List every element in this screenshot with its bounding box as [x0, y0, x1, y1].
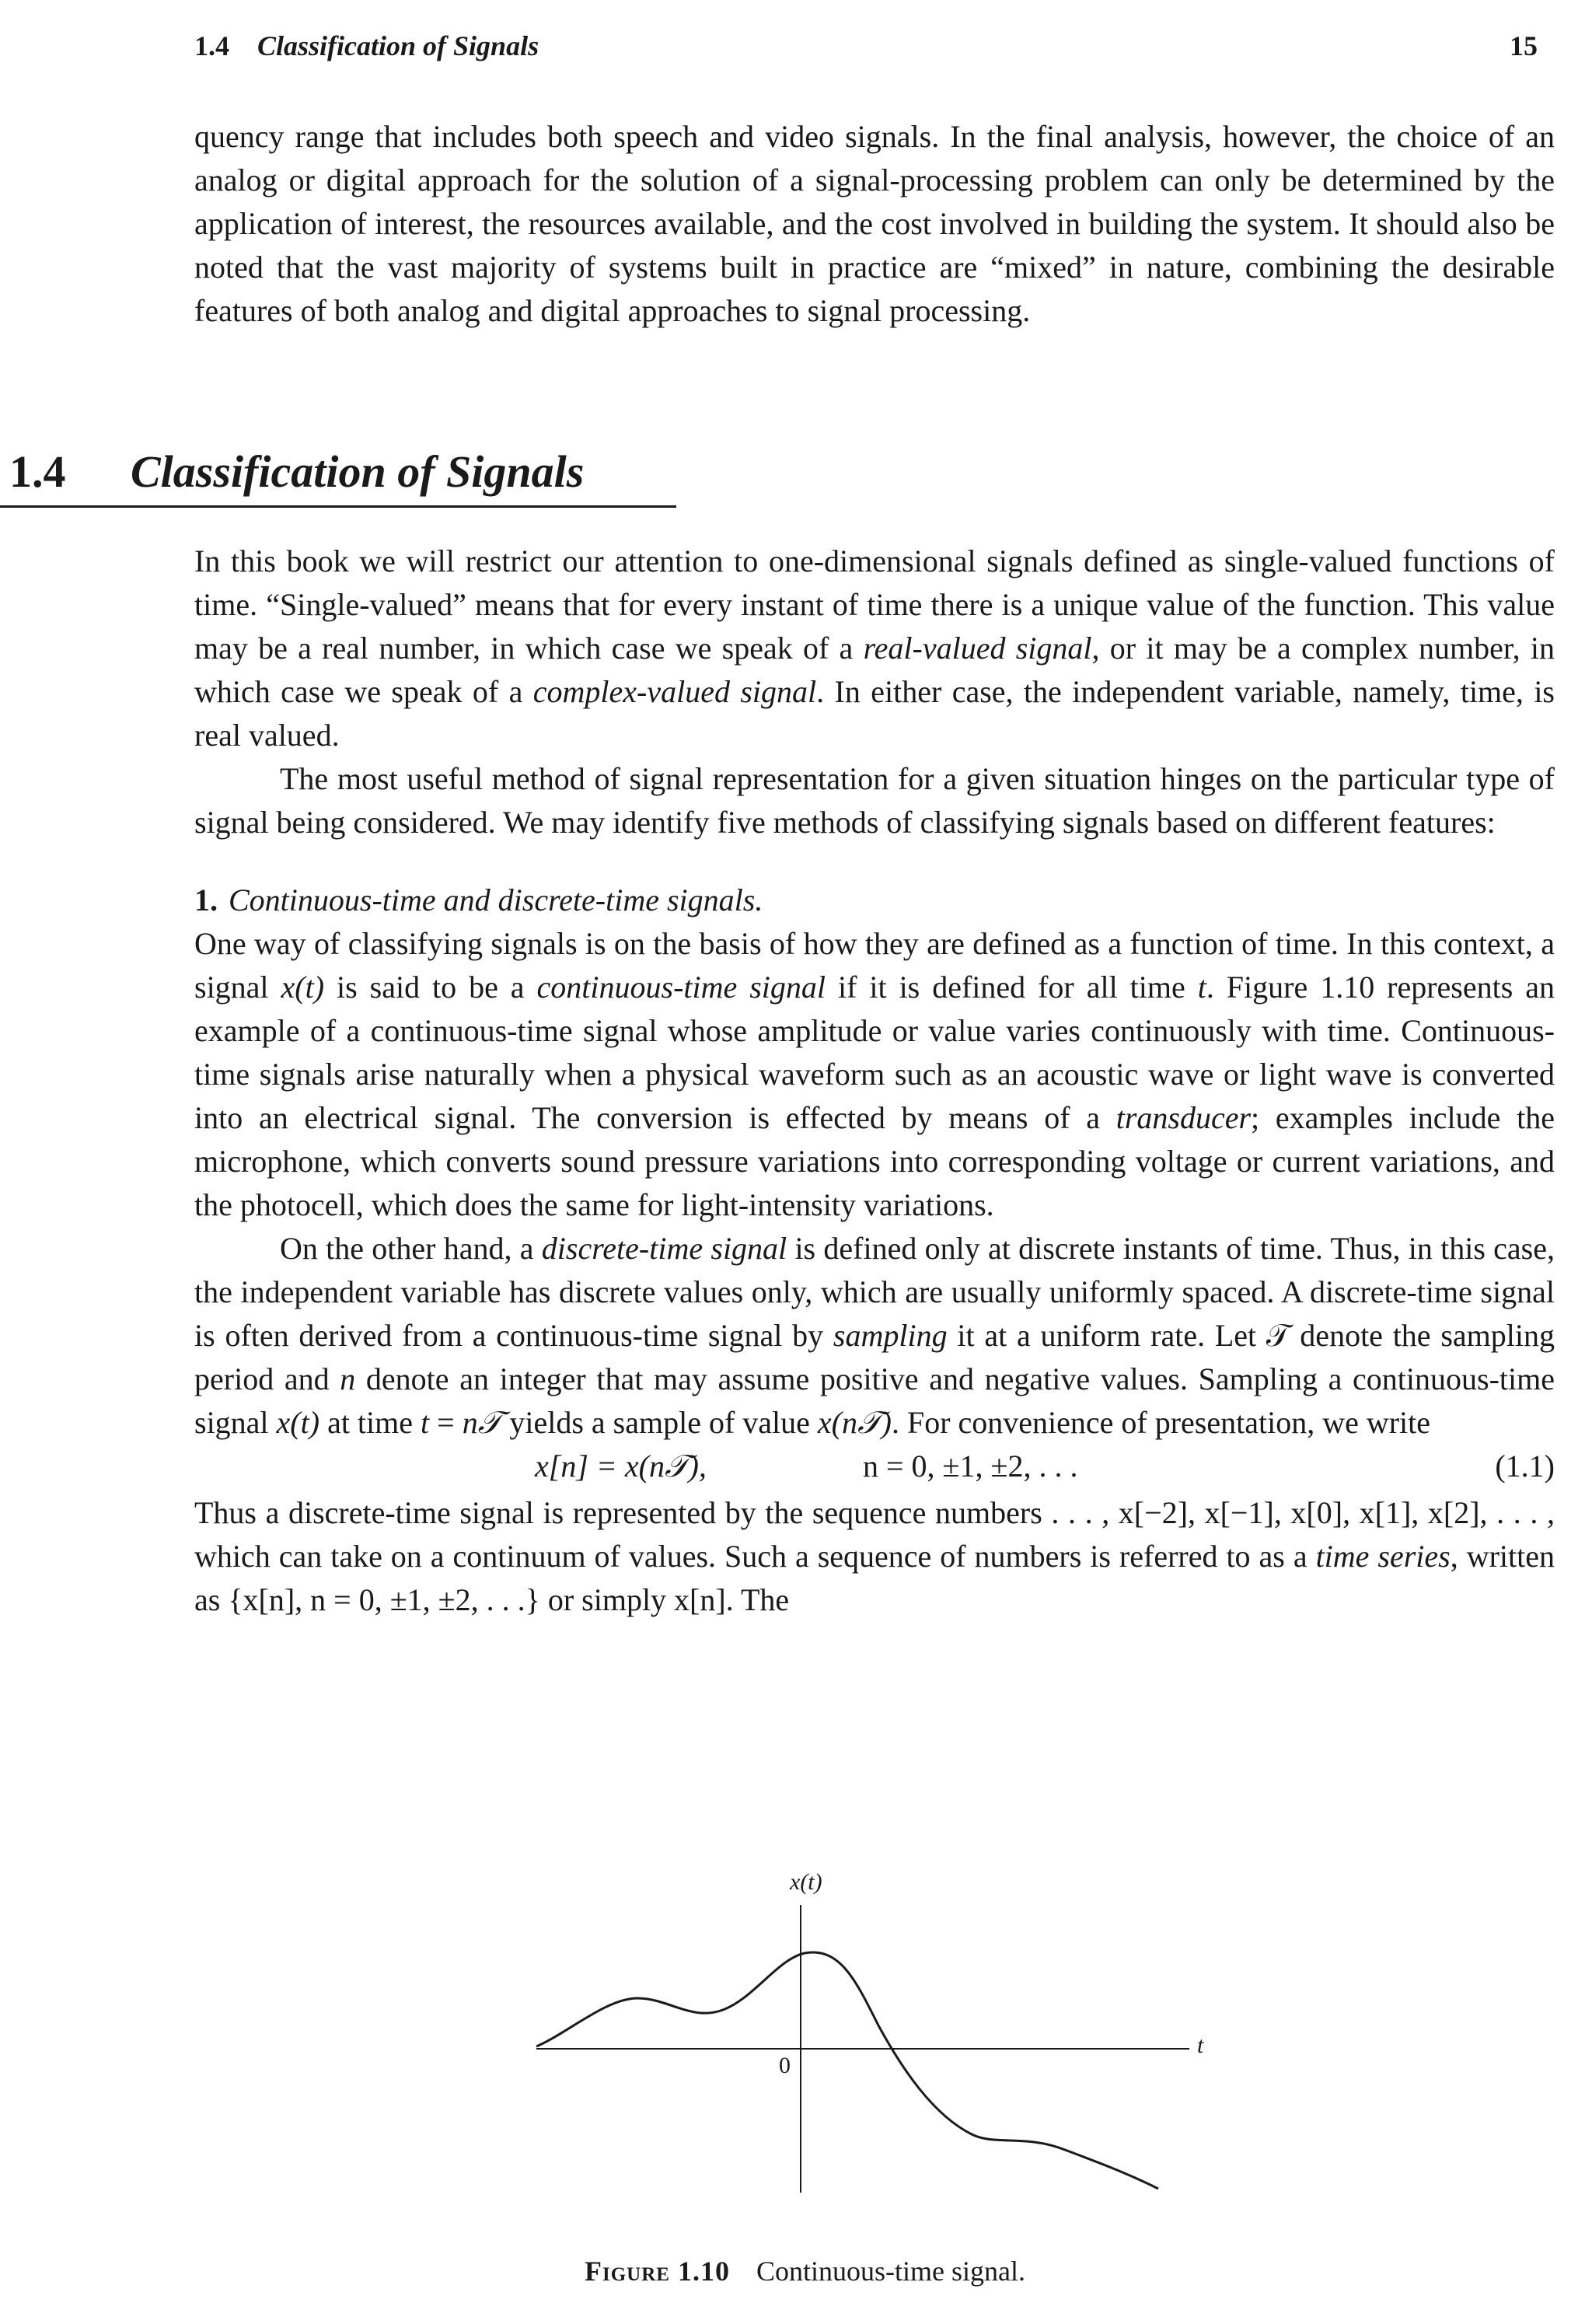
- math-n-T: n𝒯: [462, 1405, 502, 1440]
- math-sampling-period: 𝒯: [1266, 1318, 1290, 1353]
- header-section-number: 1.4: [194, 30, 229, 61]
- text-run: if it is defined for all time: [826, 970, 1198, 1005]
- origin-label: 0: [779, 2053, 791, 2078]
- text-run: denote the sampling period and: [194, 1318, 1555, 1396]
- text-run: ; examples include the microphone, which converts sound pressure variations into corresponding voltage or current variations, and the photocell, which does the same for light-intensity variations.: [194, 1100, 1555, 1222]
- paragraph-methods: The most useful method of signal representation for a given situation hinges on the particular type of signal being considered. We may identify five methods of classifying signals based on different features:: [194, 761, 1555, 840]
- text-run: Thus a discrete-time signal is represented by the sequence numbers . . . , x[−2], x[−1], x[0], x[1], x[2], . . . , which can take on a continuum of values. Such a sequence of numbers is referred to as a: [194, 1495, 1555, 1574]
- figure-1-10: [536, 1866, 1236, 2301]
- term-transducer: transducer: [1115, 1100, 1252, 1135]
- text-run: is said to be a: [324, 970, 537, 1005]
- text-run: . Figure 1.10 represents an example of a continuous-time signal whose amplitude or value varies continuously with time. Continuous-time signals arise naturally when a physical waveform such as an acoustic wave or light wave is converted into an electrical signal. The conversion is effected by means of a: [194, 970, 1555, 1135]
- intro-paragraph-block: [194, 115, 1555, 333]
- text-run: at time: [319, 1405, 421, 1440]
- caption-label: Figure 1.10: [585, 2256, 730, 2287]
- paragraph-time-series: [194, 1491, 1555, 1622]
- term-time-series: time series: [1315, 1539, 1451, 1574]
- math-n: n: [340, 1361, 356, 1396]
- paragraph-definitions: [194, 540, 1555, 757]
- text-run: . In either case, the independent variable, namely, time, is real valued.: [194, 674, 1555, 753]
- text-run: , written as {x[n], n = 0, ±1, ±2, . . .} or simply x[n]. The: [194, 1539, 1555, 1617]
- x-axis-label: t: [1197, 2032, 1204, 2058]
- list-item-number: 1.: [194, 882, 218, 917]
- list-item-heading: [194, 879, 1555, 922]
- text-run: On the other hand, a: [280, 1231, 542, 1266]
- math-t: t: [1197, 970, 1206, 1005]
- text-run: it at a uniform rate. Let: [947, 1318, 1266, 1353]
- spacer: [194, 844, 1555, 879]
- math-x-of-t: x(t): [276, 1405, 320, 1440]
- math-x-of-nT: x(n𝒯): [817, 1405, 892, 1440]
- paragraph-discrete-time: [194, 1227, 1555, 1445]
- equation-rhs: n = 0, ±1, ±2, . . .: [863, 1449, 1078, 1484]
- text-run: In this book we will restrict our attention to one-dimensional signals defined as single-valued functions of time. “Single-valued” means that for every instant of time there is a unique value of the function. This value may be a real number, in which case we speak of a: [194, 543, 1555, 666]
- term-complex-valued-signal: complex-valued signal: [532, 674, 817, 709]
- running-header: [194, 30, 1538, 68]
- equation-number: (1.1): [1495, 1449, 1555, 1484]
- text-run: yields a sample of value: [501, 1405, 818, 1440]
- list-item-title: Continuous-time and discrete-time signals.: [229, 882, 763, 917]
- math-t: t: [421, 1405, 430, 1440]
- section-body: [194, 540, 1555, 1622]
- text-run: , or it may be a complex number, in which case we speak of a: [194, 631, 1555, 709]
- text-run: is defined only at discrete instants of time. Thus, in this case, the independent variable has discrete values only, which are usually uniformly spaced. A discrete-time signal is often derived from a continuous-time signal by: [194, 1231, 1555, 1353]
- term-real-valued-signal: real-valued signal: [863, 631, 1092, 666]
- caption-text: Continuous-time signal.: [756, 2256, 1025, 2287]
- term-continuous-time-signal: continuous-time signal: [536, 970, 826, 1005]
- signal-curve: [536, 1952, 1158, 2189]
- header-section-title: Classification of Signals: [257, 30, 539, 61]
- y-axis-label: x(t): [790, 1869, 822, 1895]
- equation-1-1: [194, 1445, 1555, 1491]
- term-discrete-time-signal: discrete-time signal: [541, 1231, 787, 1266]
- page-number: 15: [1510, 30, 1538, 61]
- section-heading: [0, 443, 676, 508]
- text-run: =: [429, 1405, 463, 1440]
- text-run: denote an integer that may assume positive and negative values. Sampling a continuous-time signal: [194, 1361, 1555, 1440]
- intro-paragraph: quency range that includes both speech and video signals. In the final analysis, however, the choice of an analog or digital approach for the solution of a signal-processing problem can only be determined by the application of interest, the resources available, and the cost involved in building the system. It should also be noted that the vast majority of systems built in practice are “mixed” in nature, combining the desirable features of both analog and digital approaches to signal processing.: [194, 119, 1555, 328]
- figure-caption: [585, 2255, 1025, 2287]
- section-heading-number: 1.4: [9, 446, 66, 497]
- text-run: . For convenience of presentation, we write: [891, 1405, 1431, 1440]
- math-x-of-t: x(t): [281, 970, 325, 1005]
- section-heading-title: Classification of Signals: [131, 446, 585, 497]
- equation-lhs: x[n] = x(n𝒯),: [535, 1449, 707, 1484]
- text-run: One way of classifying signals is on the basis of how they are defined as a function of time. In this context, a signal: [194, 926, 1555, 1005]
- continuous-time-signal-plot: [536, 1866, 1236, 2255]
- paragraph-continuous-time: [194, 922, 1555, 1227]
- term-sampling: sampling: [833, 1318, 948, 1353]
